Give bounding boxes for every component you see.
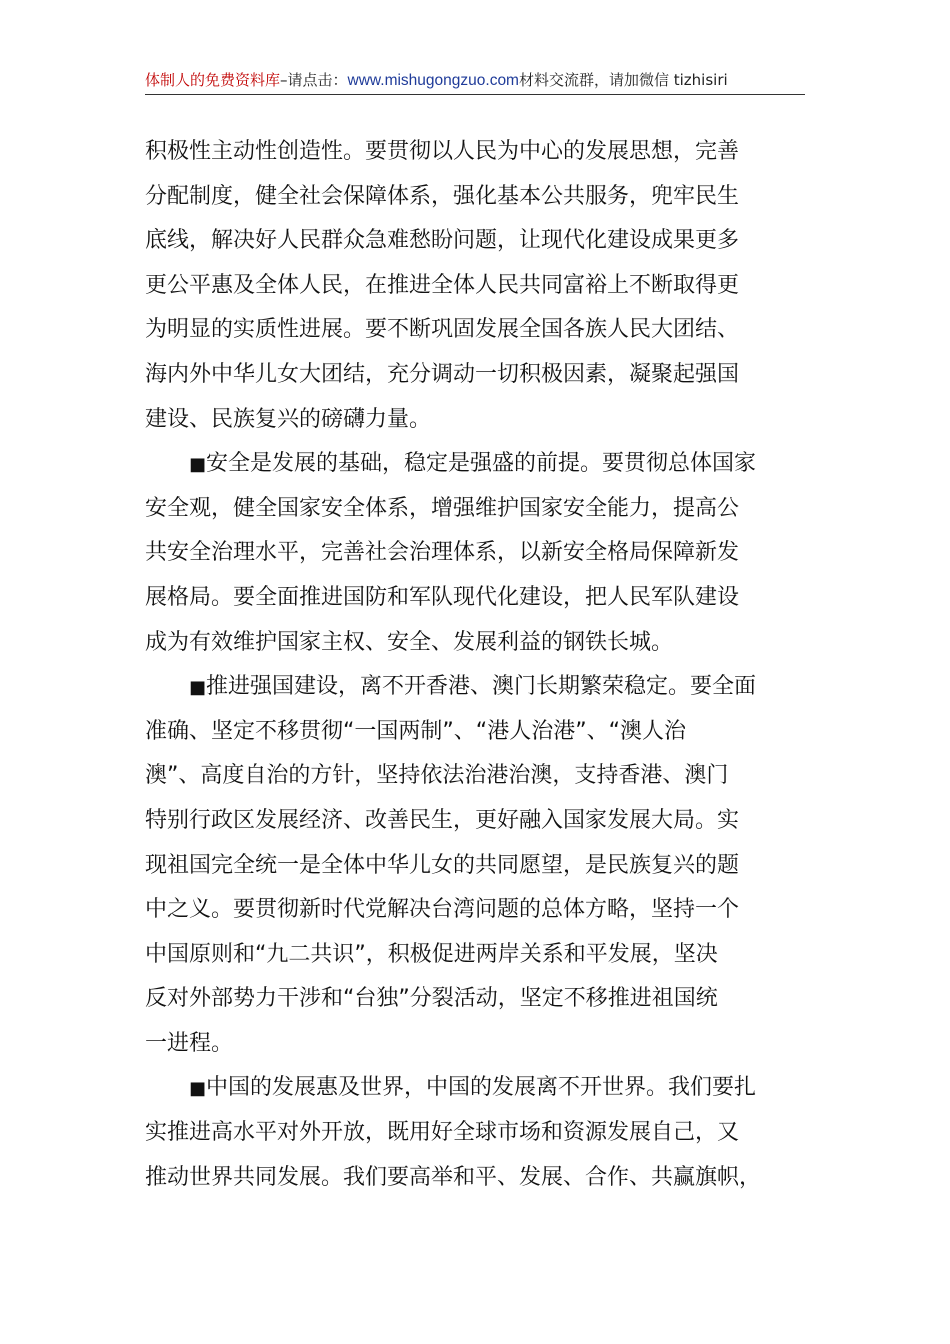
header-link[interactable]: www.mishugongzuo.com <box>347 72 519 89</box>
text-line-content: 安全是发展的基础，稳定是强盛的前提。要贯彻总体国家 <box>206 451 757 477</box>
text-line: 中国原则和“九二共识”，积极促进两岸关系和平发展，坚决 <box>145 941 718 967</box>
document-body <box>145 130 807 1200</box>
text-line-first <box>145 665 807 710</box>
text-line: 为明显的实质性进展。要不断巩固发展全国各族人民大团结、 <box>145 317 740 343</box>
text-line: 建设、民族复兴的磅礴力量。 <box>145 406 432 432</box>
text-line: 一进程。 <box>145 1030 234 1056</box>
text-line: 海内外中华儿女大团结，充分调动一切积极因素，凝聚起强国 <box>145 361 740 387</box>
text-line: 积极性主动性创造性。要贯彻以人民为中心的发展思想，完善 <box>145 139 740 164</box>
text-line-first <box>145 1066 807 1111</box>
text-line: 现祖国完全统一是全体中华儿女的共同愿望，是民族复兴的题 <box>145 852 740 878</box>
text-line: 反对外部势力干涉和“台独”分裂活动，坚定不移推进祖国统 <box>145 986 718 1012</box>
paragraph-3 <box>145 665 807 1066</box>
text-line: 安全观，健全国家安全体系，增强维护国家安全能力，提高公 <box>145 495 740 521</box>
text-line: 实推进高水平对外开放，既用好全球市场和资源发展自己，又 <box>145 1120 740 1146</box>
text-line: 共安全治理水平，完善社会治理体系，以新安全格局保障新发 <box>145 540 740 566</box>
bullet-square-icon: ■ <box>189 1078 207 1100</box>
bullet-square-icon: ■ <box>189 677 207 699</box>
text-line: 准确、坚定不移贯彻“一国两制”、“港人治港”、“澳人治 <box>145 718 686 744</box>
text-line: 展格局。要全面推进国防和军队现代化建设，把人民军队建设 <box>145 584 740 610</box>
text-line: 更公平惠及全体人民，在推进全体人民共同富裕上不断取得更 <box>145 272 740 298</box>
header-brand: 体制人的免费资料库 <box>145 71 281 89</box>
text-line: 分配制度，健全社会保障体系，强化基本公共服务，兜牢民生 <box>145 183 740 209</box>
text-line-content: 推进强国建设，离不开香港、澳门长期繁荣稳定。要全面 <box>206 674 757 700</box>
text-line: 中之义。要贯彻新时代党解决台湾问题的总体方略，坚持一个 <box>145 897 740 923</box>
bullet-square-icon: ■ <box>189 454 207 476</box>
paragraph-1 <box>145 130 807 442</box>
text-line: 特别行政区发展经济、改善民生，更好融入国家发展大局。实 <box>145 807 740 833</box>
header-separator: –请点击： <box>280 71 348 89</box>
text-line: 成为有效维护国家主权、安全、发展利益的钢铁长城。 <box>145 629 674 655</box>
text-line: 澳”、高度自治的方针，坚持依法治港治澳，支持香港、澳门 <box>145 763 729 789</box>
header-tail: 材料交流群，请加微信 tizhisiri <box>518 71 728 89</box>
text-line: 推动世界共同发展。我们要高举和平、发展、合作、共赢旗帜， <box>145 1164 762 1190</box>
paragraph-2 <box>145 442 807 665</box>
text-line-first <box>145 442 807 487</box>
page-header <box>145 66 805 95</box>
text-line-content: 中国的发展惠及世界，中国的发展离不开世界。我们要扎 <box>206 1075 757 1101</box>
paragraph-4 <box>145 1066 807 1200</box>
text-line: 底线，解决好人民群众急难愁盼问题，让现代化建设成果更多 <box>145 228 740 254</box>
